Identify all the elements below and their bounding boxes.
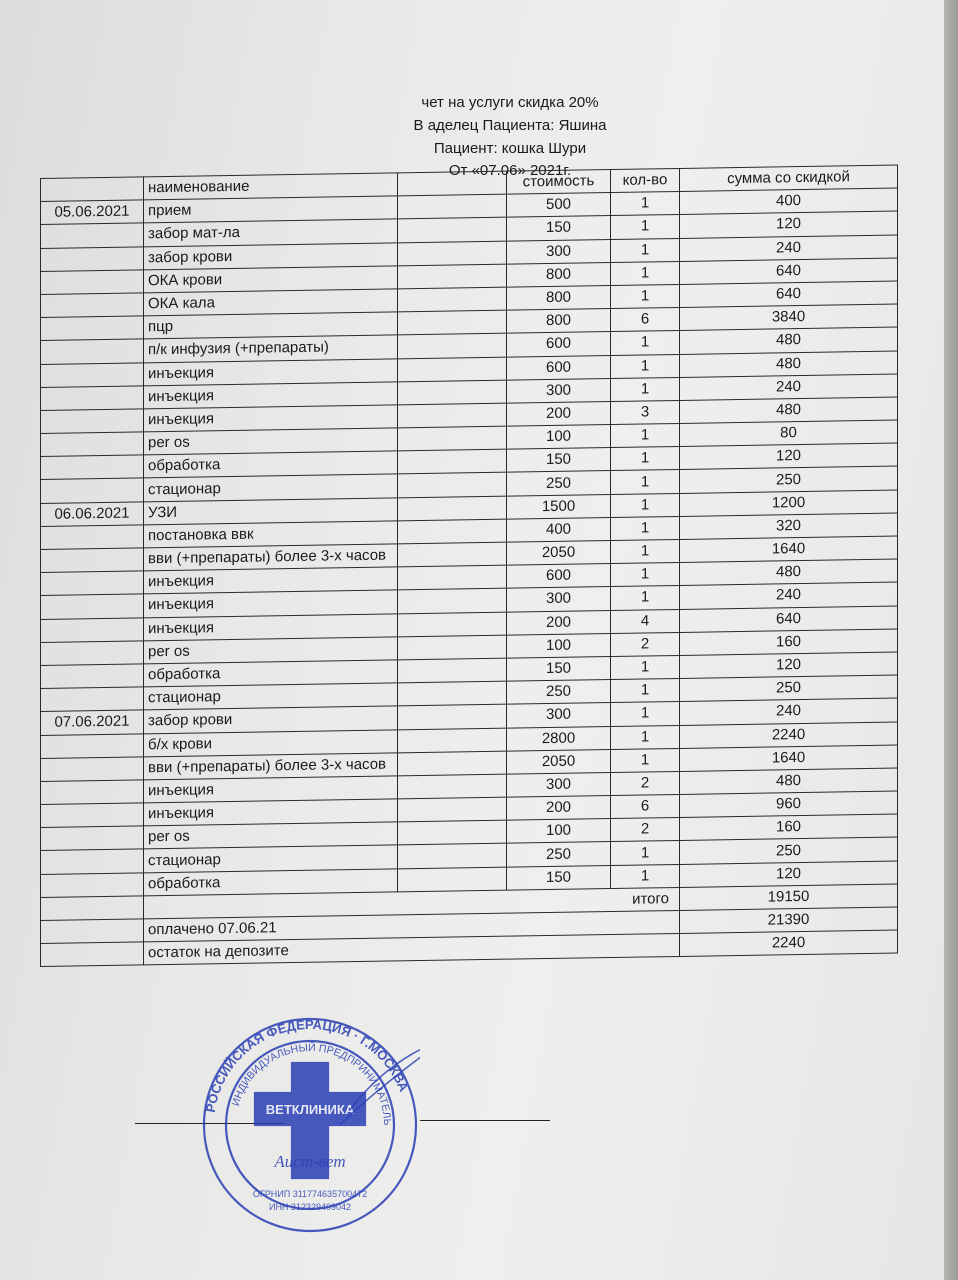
date-cell	[41, 803, 144, 828]
sum-cell: 250	[680, 675, 898, 702]
paper-edge	[944, 0, 958, 1280]
price-cell: 200	[507, 610, 611, 635]
service-name-cell: обработка	[144, 660, 398, 687]
price-cell: 800	[507, 285, 611, 310]
price-cell: 250	[507, 471, 611, 496]
qty-cell: 1	[611, 215, 680, 239]
date-cell	[41, 409, 144, 434]
stamp-name-text: Аист-вет	[274, 1152, 346, 1171]
price-cell: 800	[507, 262, 611, 287]
qty-cell: 2	[611, 632, 680, 656]
price-cell: 300	[507, 239, 611, 264]
date-cell	[41, 478, 144, 503]
blank-cell	[398, 844, 507, 869]
price-cell: 800	[507, 309, 611, 334]
services-rows	[41, 188, 898, 897]
date-cell	[41, 548, 144, 573]
sum-cell: 640	[680, 606, 898, 633]
paid-label: оплачено 07.06.21	[144, 910, 680, 942]
service-name-cell: забор мат-ла	[144, 219, 398, 246]
blank-cell	[398, 565, 507, 590]
blank-cell	[398, 797, 507, 822]
price-cell: 200	[507, 401, 611, 426]
blank-cell	[398, 333, 507, 358]
sum-cell: 250	[680, 466, 898, 493]
sum-cell: 400	[680, 188, 898, 215]
sum-cell: 960	[680, 791, 898, 818]
blank-cell	[398, 496, 507, 521]
sum-cell: 3840	[680, 304, 898, 331]
date-column-header	[41, 177, 144, 202]
sum-column-header: сумма со скидкой	[680, 165, 898, 192]
date-cell	[41, 687, 144, 712]
deposit-value: 2240	[680, 930, 898, 957]
paid-value: 21390	[680, 907, 898, 934]
qty-cell: 1	[611, 424, 680, 448]
qty-cell: 1	[611, 725, 680, 749]
date-cell	[41, 872, 144, 897]
total-empty-cell	[41, 896, 144, 921]
price-cell: 500	[507, 193, 611, 218]
sum-cell: 160	[680, 629, 898, 656]
qty-cell: 1	[611, 516, 680, 540]
date-cell	[41, 757, 144, 782]
services-table	[40, 165, 898, 968]
date-cell	[41, 664, 144, 689]
price-cell: 150	[507, 656, 611, 681]
qty-cell: 1	[611, 261, 680, 285]
date-cell	[41, 617, 144, 642]
price-cell: 400	[507, 517, 611, 542]
date-cell	[41, 733, 144, 758]
blank-cell	[398, 704, 507, 729]
total-label: итого	[144, 887, 680, 919]
blank-cell	[398, 681, 507, 706]
blank-cell	[398, 449, 507, 474]
qty-cell: 1	[611, 470, 680, 494]
blank-cell	[398, 867, 507, 892]
date-cell	[41, 362, 144, 387]
qty-cell: 3	[611, 400, 680, 424]
blank-cell	[398, 658, 507, 683]
service-name-cell: забор крови	[144, 706, 398, 733]
price-cell: 300	[507, 703, 611, 728]
qty-cell: 1	[611, 679, 680, 703]
sum-cell: 240	[680, 235, 898, 262]
service-name-cell: УЗИ	[144, 498, 398, 525]
sum-cell: 120	[680, 652, 898, 679]
sum-cell: 240	[680, 698, 898, 725]
clinic-stamp	[200, 1015, 420, 1235]
sum-cell: 480	[680, 327, 898, 354]
name-column-header: наименование	[144, 173, 398, 200]
blank-cell	[398, 380, 507, 405]
sum-cell: 480	[680, 559, 898, 586]
sum-cell: 320	[680, 513, 898, 540]
qty-cell: 1	[611, 702, 680, 726]
price-cell: 300	[507, 587, 611, 612]
price-cell: 1500	[507, 494, 611, 519]
blank-cell	[398, 473, 507, 498]
price-cell: 600	[507, 355, 611, 380]
date-cell	[41, 293, 144, 318]
service-name-cell: пцр	[144, 312, 398, 339]
date-cell	[41, 780, 144, 805]
qty-cell: 1	[611, 563, 680, 587]
blank-cell	[398, 612, 507, 637]
blank-cell	[398, 241, 507, 266]
price-cell: 150	[507, 865, 611, 890]
price-cell: 200	[507, 796, 611, 821]
price-cell: 300	[507, 772, 611, 797]
stamp-inner-text: ИНДИВИДУАЛЬНЫЙ ПРЕДПРИНИМАТЕЛЬ	[229, 1041, 394, 1126]
service-name-cell: постановка ввк	[144, 521, 398, 548]
service-name-cell: обработка	[144, 451, 398, 478]
blank-cell	[398, 820, 507, 845]
date-cell	[41, 432, 144, 457]
service-name-cell: per os	[144, 637, 398, 664]
qty-cell: 1	[611, 377, 680, 401]
stamp-outer-text: РОССИЙСКАЯ ФЕДЕРАЦИЯ · Г.МОСКВА	[202, 1016, 412, 1114]
price-cell: 100	[507, 819, 611, 844]
service-name-cell: ОКА крови	[144, 266, 398, 293]
stamp-logo-text: ВЕТКЛИНИКА	[265, 1102, 355, 1117]
sum-cell: 640	[680, 258, 898, 285]
date-cell	[41, 525, 144, 550]
signature-line-right	[420, 1120, 550, 1121]
service-name-cell: вви (+препараты) более 3-х часов	[144, 544, 398, 571]
price-column-header: стоимость	[507, 170, 611, 195]
sum-cell: 120	[680, 211, 898, 238]
price-cell: 600	[507, 332, 611, 357]
blank-cell	[398, 264, 507, 289]
blank-cell	[398, 542, 507, 567]
service-name-cell: инъекция	[144, 776, 398, 803]
price-cell: 150	[507, 216, 611, 241]
service-name-cell: инъекция	[144, 567, 398, 594]
date-cell	[41, 571, 144, 596]
sum-cell: 120	[680, 443, 898, 470]
blank-column-header	[398, 171, 507, 196]
stamp-inn-text: ИНН 312329409042	[268, 1202, 352, 1212]
blank-cell	[398, 218, 507, 243]
blank-cell	[398, 310, 507, 335]
price-cell: 100	[507, 425, 611, 450]
date-cell	[41, 594, 144, 619]
service-name-cell: стационар	[144, 683, 398, 710]
qty-cell: 1	[611, 238, 680, 262]
service-name-cell: забор крови	[144, 242, 398, 269]
qty-cell: 1	[611, 586, 680, 610]
sum-cell: 80	[680, 420, 898, 447]
qty-cell: 2	[611, 771, 680, 795]
blank-cell	[398, 287, 507, 312]
blank-cell	[398, 426, 507, 451]
date-cell	[41, 223, 144, 248]
qty-cell: 1	[611, 655, 680, 679]
qty-cell: 6	[611, 308, 680, 332]
date-cell	[41, 455, 144, 480]
service-name-cell: ОКА кала	[144, 289, 398, 316]
qty-cell: 1	[611, 447, 680, 471]
sum-cell: 1640	[680, 536, 898, 563]
price-cell: 600	[507, 564, 611, 589]
invoice-title: чет на услуги скидка 20%	[421, 94, 599, 111]
sum-cell: 160	[680, 814, 898, 841]
price-cell: 100	[507, 633, 611, 658]
qty-cell: 1	[611, 864, 680, 888]
service-name-cell: инъекция	[144, 358, 398, 385]
qty-cell: 1	[611, 748, 680, 772]
service-name-cell: б/х крови	[144, 729, 398, 756]
date-cell	[41, 246, 144, 271]
service-name-cell: инъекция	[144, 382, 398, 409]
stamp-ogrnip-text: ОГРНИП 311774635700472	[252, 1189, 368, 1199]
blank-cell	[398, 194, 507, 219]
blank-cell	[398, 635, 507, 660]
date-cell: 06.06.2021	[41, 501, 144, 526]
sum-cell: 240	[680, 582, 898, 609]
invoice-date-line: От «07.06» 2021г.	[448, 162, 572, 179]
service-name-cell: стационар	[144, 845, 398, 872]
blank-cell	[398, 403, 507, 428]
patient-line: Пациент: кошка Шури	[433, 140, 587, 157]
sum-cell: 120	[680, 861, 898, 888]
deposit-label: остаток на депозите	[144, 934, 680, 966]
price-cell: 300	[507, 378, 611, 403]
qty-cell: 1	[611, 841, 680, 865]
price-cell: 250	[507, 842, 611, 867]
sum-cell: 640	[680, 281, 898, 308]
sum-cell: 1200	[680, 490, 898, 517]
qty-cell: 4	[611, 609, 680, 633]
sum-cell: 480	[680, 351, 898, 378]
service-name-cell: инъекция	[144, 405, 398, 432]
service-name-cell: per os	[144, 428, 398, 455]
qty-cell: 1	[611, 539, 680, 563]
sum-cell: 480	[680, 397, 898, 424]
blank-cell	[398, 357, 507, 382]
price-cell: 2050	[507, 749, 611, 774]
qty-cell: 1	[611, 284, 680, 308]
qty-cell: 1	[611, 192, 680, 216]
total-value: 19150	[680, 884, 898, 911]
sum-cell: 1640	[680, 745, 898, 772]
date-cell	[41, 316, 144, 341]
sum-cell: 240	[680, 374, 898, 401]
blank-cell	[398, 728, 507, 753]
blank-cell	[398, 751, 507, 776]
service-name-cell: прием	[144, 196, 398, 223]
service-name-cell: вви (+препараты) более 3-х часов	[144, 753, 398, 780]
price-cell: 2050	[507, 541, 611, 566]
qty-column-header: кол-во	[611, 168, 680, 192]
sum-cell: 250	[680, 837, 898, 864]
sum-cell: 480	[680, 768, 898, 795]
blank-cell	[398, 589, 507, 614]
date-cell	[41, 826, 144, 851]
deposit-empty-cell	[41, 942, 144, 967]
service-name-cell: стационар	[144, 474, 398, 501]
date-cell	[41, 339, 144, 364]
blank-cell	[398, 774, 507, 799]
qty-cell: 1	[611, 354, 680, 378]
pet-owner-line: В аделец Пациента: Яшина	[413, 117, 607, 134]
sum-cell: 2240	[680, 722, 898, 749]
service-name-cell: инъекция	[144, 799, 398, 826]
qty-cell: 6	[611, 795, 680, 819]
service-name-cell: инъекция	[144, 613, 398, 640]
date-cell	[41, 641, 144, 666]
date-cell: 07.06.2021	[41, 710, 144, 735]
qty-cell: 1	[611, 331, 680, 355]
price-cell: 250	[507, 680, 611, 705]
service-name-cell: инъекция	[144, 590, 398, 617]
blank-cell	[398, 519, 507, 544]
service-name-cell: п/к инфузия (+препараты)	[144, 335, 398, 362]
date-cell	[41, 386, 144, 411]
date-cell: 05.06.2021	[41, 200, 144, 225]
price-cell: 150	[507, 448, 611, 473]
service-name-cell: per os	[144, 822, 398, 849]
paid-empty-cell	[41, 919, 144, 944]
service-name-cell: обработка	[144, 869, 398, 896]
date-cell	[41, 849, 144, 874]
qty-cell: 2	[611, 818, 680, 842]
price-cell: 2800	[507, 726, 611, 751]
date-cell	[41, 270, 144, 295]
qty-cell: 1	[611, 493, 680, 517]
